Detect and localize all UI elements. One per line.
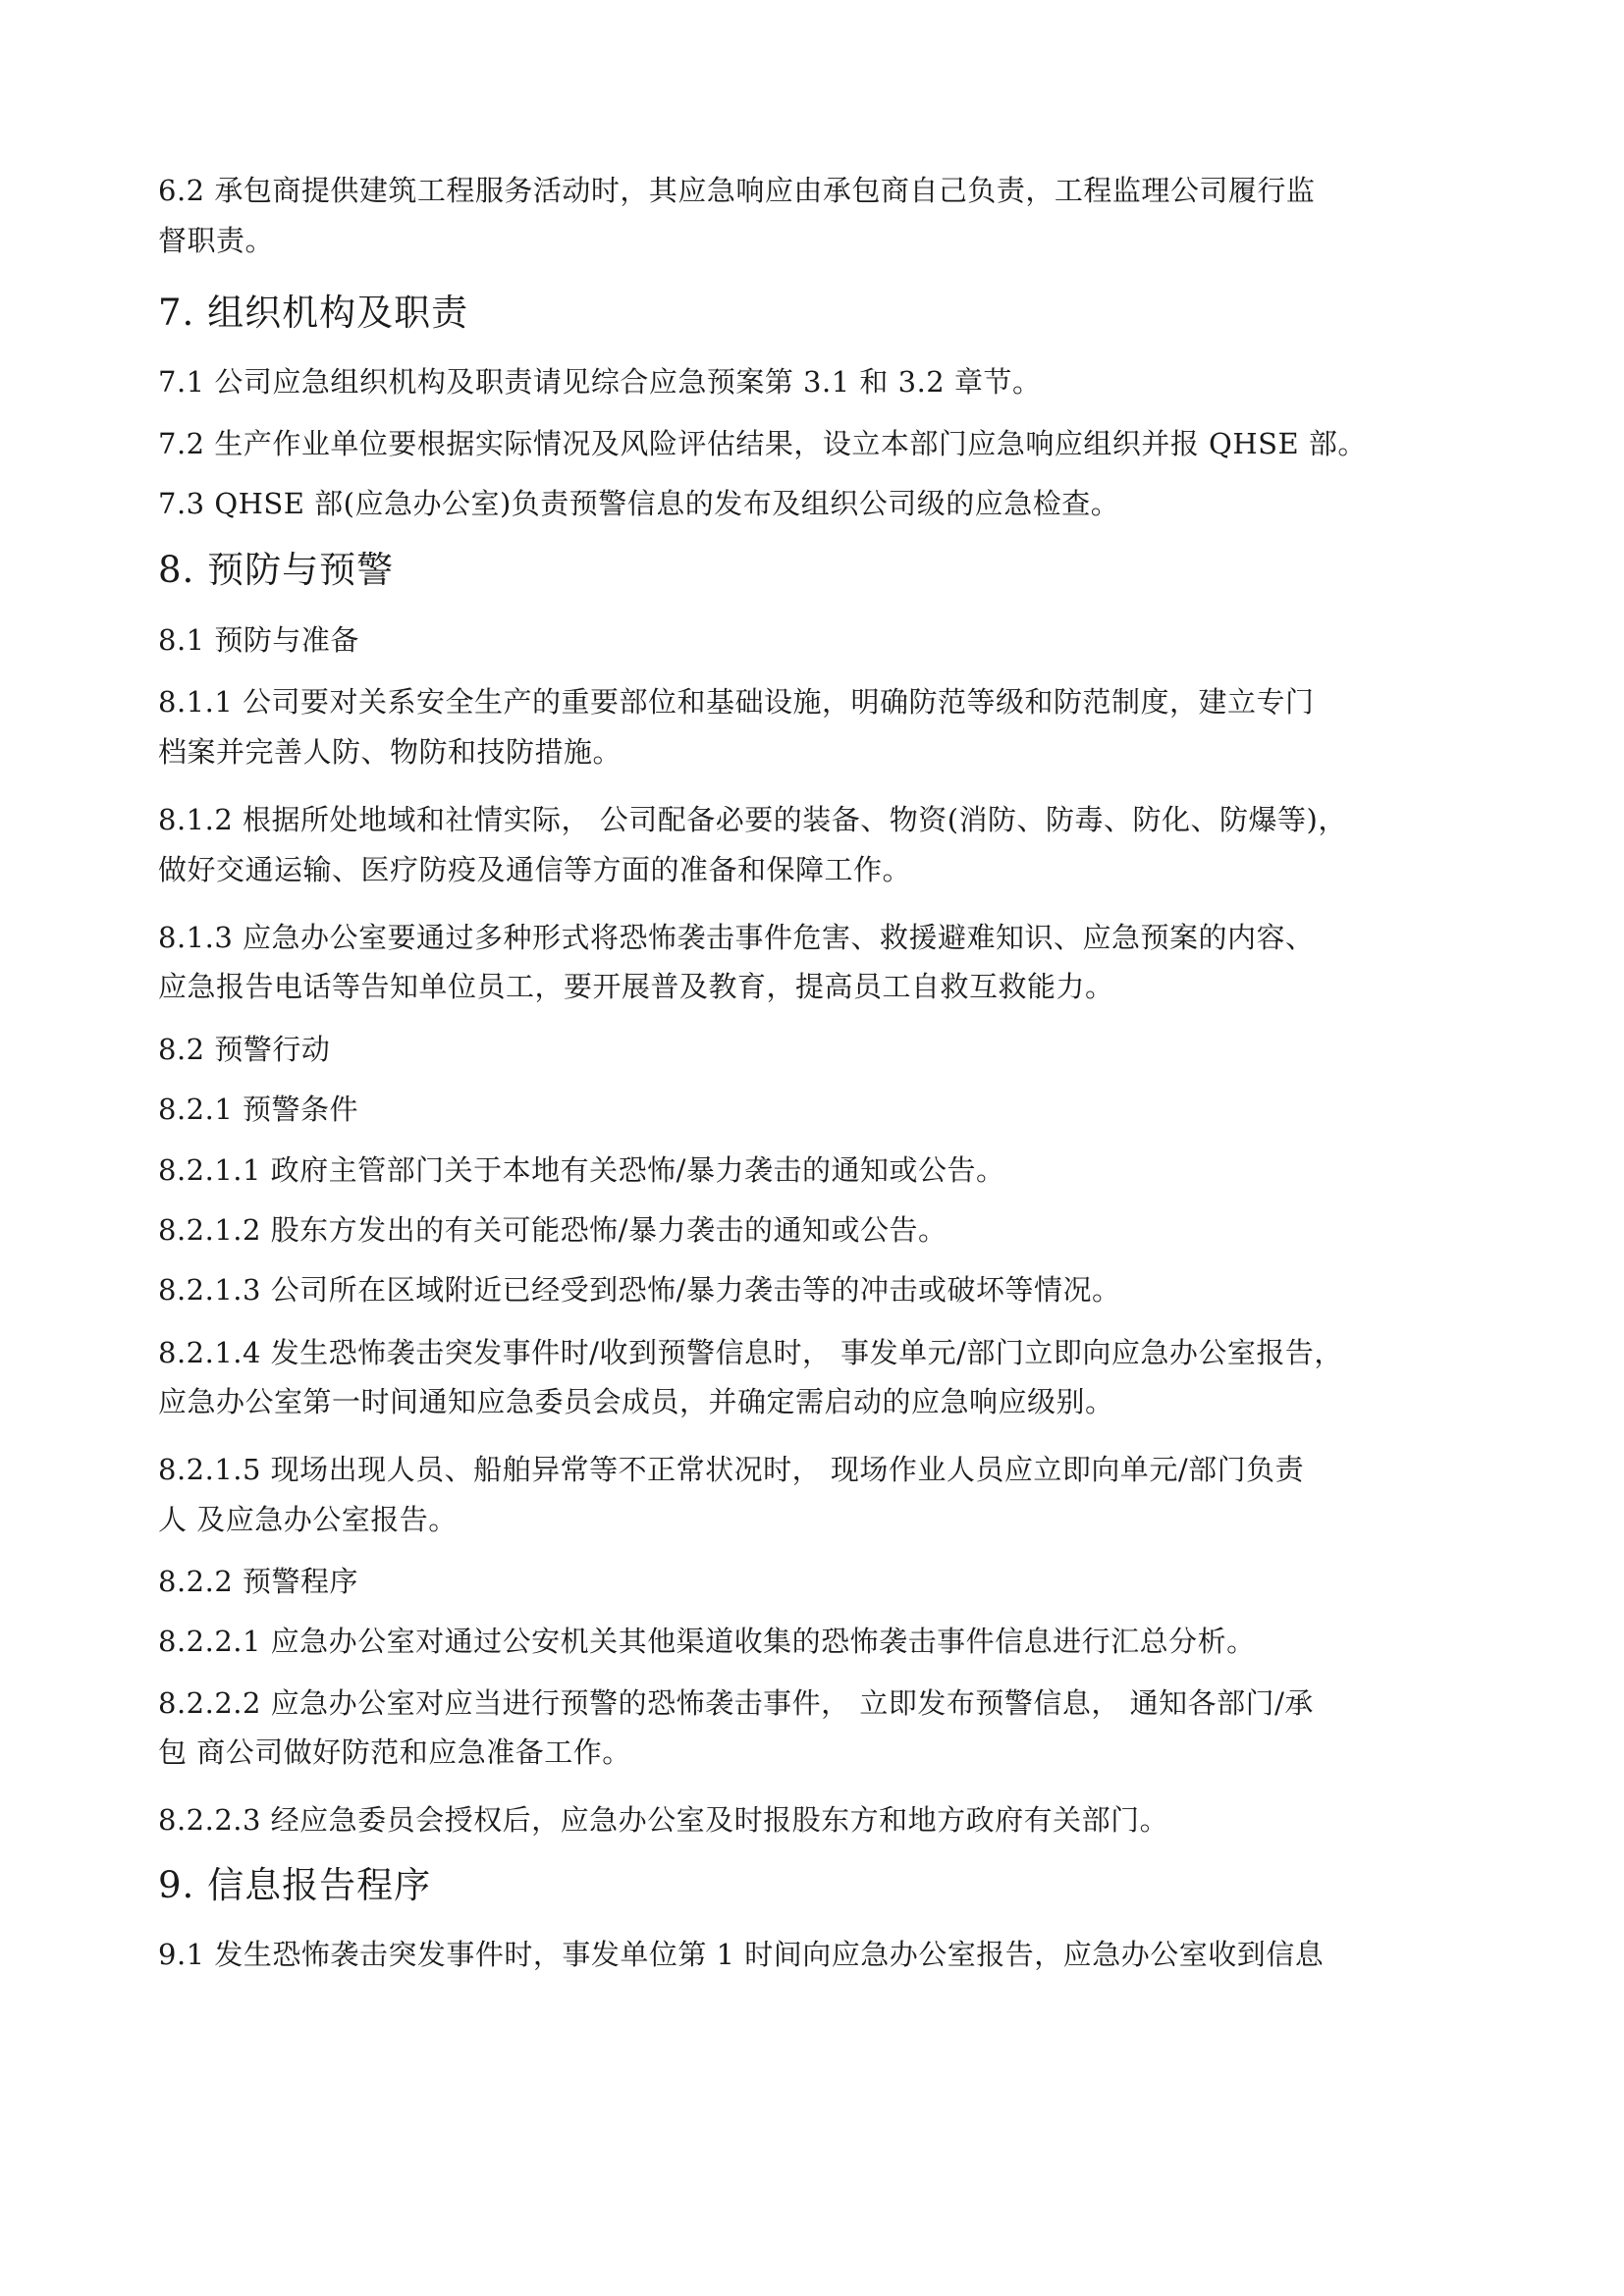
paragraph-8-2-1-3: 8.2.1.3 公司所在区域附近已经受到恐怖/暴力袭击等的冲击或破坏等情况。 bbox=[158, 1273, 1121, 1307]
paragraph-8-2-1-5-line-1: 8.2.1.5 现场出现人员、船舶异常等不正常状况时， 现场作业人员应立即向单元/部门负责 bbox=[158, 1453, 1305, 1486]
paragraph-8-2-2-2-line-2: 包 商公司做好防范和应急准备工作。 bbox=[158, 1735, 631, 1769]
paragraph-8-1-1-line-1: 8.1.1 公司要对关系安全生产的重要部位和基础设施，明确防范等级和防范制度，建立专门 bbox=[158, 685, 1315, 719]
paragraph-7-3: 7.3 QHSE 部(应急办公室)负责预警信息的发布及组织公司级的应急检查。 bbox=[158, 487, 1120, 520]
paragraph-8-1-2-line-1: 8.1.2 根据所处地域和社情实际， 公司配备必要的装备、物资(消防、防毒、防化、防爆等)， bbox=[158, 803, 1347, 836]
paragraph-6-2-line-2: 督职责。 bbox=[158, 224, 275, 257]
heading-section-7: 7. 组织机构及职责 bbox=[158, 292, 469, 334]
paragraph-7-2: 7.2 生产作业单位要根据实际情况及风险评估结果，设立本部门应急响应组织并报 QHSE 部。 bbox=[158, 427, 1367, 460]
paragraph-8-2-2-3: 8.2.2.3 经应急委员会授权后，应急办公室及时报股东方和地方政府有关部门。 bbox=[158, 1803, 1169, 1837]
paragraph-8-1: 8.1 预防与准备 bbox=[158, 623, 359, 657]
paragraph-6-2-line-1: 6.2 承包商提供建筑工程服务活动时，其应急响应由承包商自己负责，工程监理公司履行监 bbox=[158, 174, 1316, 207]
paragraph-8-2-1-1: 8.2.1.1 政府主管部门关于本地有关恐怖/暴力袭击的通知或公告。 bbox=[158, 1153, 1005, 1187]
paragraph-8-1-2-line-2: 做好交通运输、医疗防疫及通信等方面的准备和保障工作。 bbox=[158, 853, 912, 886]
paragraph-9-1: 9.1 发生恐怖袭击突发事件时，事发单位第 1 时间向应急办公室报告，应急办公室收到信息 bbox=[158, 1938, 1325, 1971]
paragraph-8-2-2-1: 8.2.2.1 应急办公室对通过公安机关其他渠道收集的恐怖袭击事件信息进行汇总分析。 bbox=[158, 1625, 1256, 1658]
paragraph-8-2-2-2-line-1: 8.2.2.2 应急办公室对应当进行预警的恐怖袭击事件， 立即发布预警信息， 通知各部门/承 bbox=[158, 1686, 1314, 1720]
heading-section-9: 9. 信息报告程序 bbox=[158, 1864, 432, 1906]
paragraph-8-2-1-4-line-1: 8.2.1.4 发生恐怖袭击突发事件时/收到预警信息时， 事发单元/部门立即向应急办公室报告， bbox=[158, 1336, 1343, 1369]
paragraph-8-2: 8.2 预警行动 bbox=[158, 1033, 331, 1066]
paragraph-8-2-2: 8.2.2 预警程序 bbox=[158, 1565, 359, 1598]
paragraph-7-1: 7.1 公司应急组织机构及职责请见综合应急预案第 3.1 和 3.2 章节。 bbox=[158, 365, 1042, 399]
paragraph-8-1-1-line-2: 档案并完善人防、物防和技防措施。 bbox=[158, 735, 623, 769]
paragraph-8-1-3-line-1: 8.1.3 应急办公室要通过多种形式将恐怖袭击事件危害、救援避难知识、应急预案的内容、 bbox=[158, 921, 1315, 954]
heading-section-8: 8. 预防与预警 bbox=[158, 549, 395, 591]
paragraph-8-2-1-2: 8.2.1.2 股东方发出的有关可能恐怖/暴力袭击的通知或公告。 bbox=[158, 1213, 947, 1247]
paragraph-8-2-1: 8.2.1 预警条件 bbox=[158, 1093, 359, 1126]
paragraph-8-1-3-line-2: 应急报告电话等告知单位员工，要开展普及教育，提高员工自救互救能力。 bbox=[158, 970, 1114, 1003]
paragraph-8-2-1-5-line-2: 人 及应急办公室报告。 bbox=[158, 1503, 458, 1536]
paragraph-8-2-1-4-line-2: 应急办公室第一时间通知应急委员会成员，并确定需启动的应急响应级别。 bbox=[158, 1385, 1114, 1418]
